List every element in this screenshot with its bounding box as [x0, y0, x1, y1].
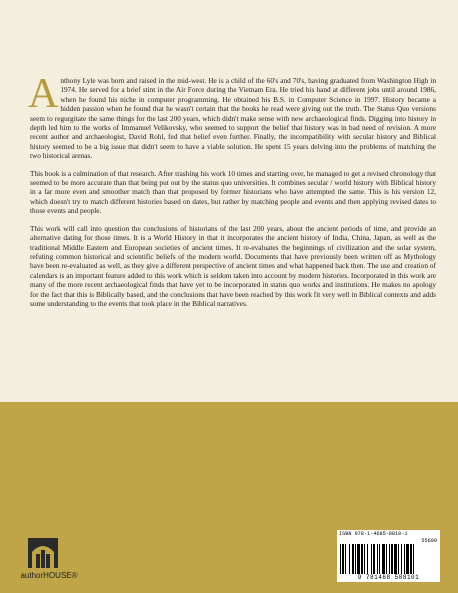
drop-cap: A: [28, 71, 59, 117]
isbn-text: ISBN 978-1-4685-8810-1: [339, 531, 408, 537]
paragraph-2: This book is a culmination of that research. After trashing his work 10 times and starting over, he managed to get a revised chronology that seemed to be more accurate than that being put out by the status quo universities. It combines secular / world history with Biblical history in a far more even and smoother match than that proposed by former historians who have attempted the same. This is his version 12, which doesn't try to match different histories based on dates, but rather by matching people and events and then applying revised dates to those events and people.: [30, 168, 436, 216]
publisher-name: authorHOUSE®: [20, 571, 78, 580]
back-cover-blurb: [28, 71, 436, 316]
barcode-panel: [337, 530, 440, 582]
paragraph-3: This work will call into question the conclusions of historians of the last 200 years, about the ancient periods of time, and provide an alternative dating for those times. It is a World History in that it incorporates the ancient history of India, China, Japan, as well as the traditional Middle Eastern and European societies of ancient times. It re-evaluates the beginnings of civilization and the solar system, refuting common historical and scientific beliefs of the modern world. Documents that have previously been written off as Mythology have been re-evaluated as well, as they give a different perspective of ancient times and what happened back then. The use and creation of calendars is an important feature added to this work which is seldom taken into account by modern histories. Incorporated in this work are many of the more recent archaeological finds that have yet to be incorporated in status quo works and institutions. He makes no apology for the fact that this is Biblically based, and the conclusions that have been reached by this work fit very well in Biblical contexts and adds some understanding to the events that took place in the Biblical narratives.: [30, 223, 436, 308]
paragraph-1: [28, 71, 436, 161]
ean-digits: 9 781468 588101: [357, 574, 420, 581]
barcode-icon: [340, 544, 437, 574]
price-code: 55699: [421, 538, 437, 544]
paragraph-1-text: nthony Lyle was born and raised in the mid-west. He is a child of the 60's and 70's, having graduated from Washington High in 1974. He served for a brief stint in the Air Force during the Vietnam Era. He tried his hand at different jobs until around 1986, when he found his niche in computer programming. He obtained his B.S. in Computer Science in 1997. History became a hidden passion when he found that he wasn't certain that the books he read were giving out the truth. The Status Quo versions seem to regurgitate the same things for the last 200 years, which didn't make sense with new archaeological finds. Digging into history in depth led him to the works of Immanuel Velikovsky, who seemed to support the belief that history was in bad need of revision. A more recent author and archaeologist, David Rohl, fed that belief even further. Finally, the incompatibility with secular history and Biblical history seemed to be a big issue that didn't seem to have a viable solution. He spent 15 years delving into the problems of matching the two historical arenas.: [30, 76, 436, 161]
